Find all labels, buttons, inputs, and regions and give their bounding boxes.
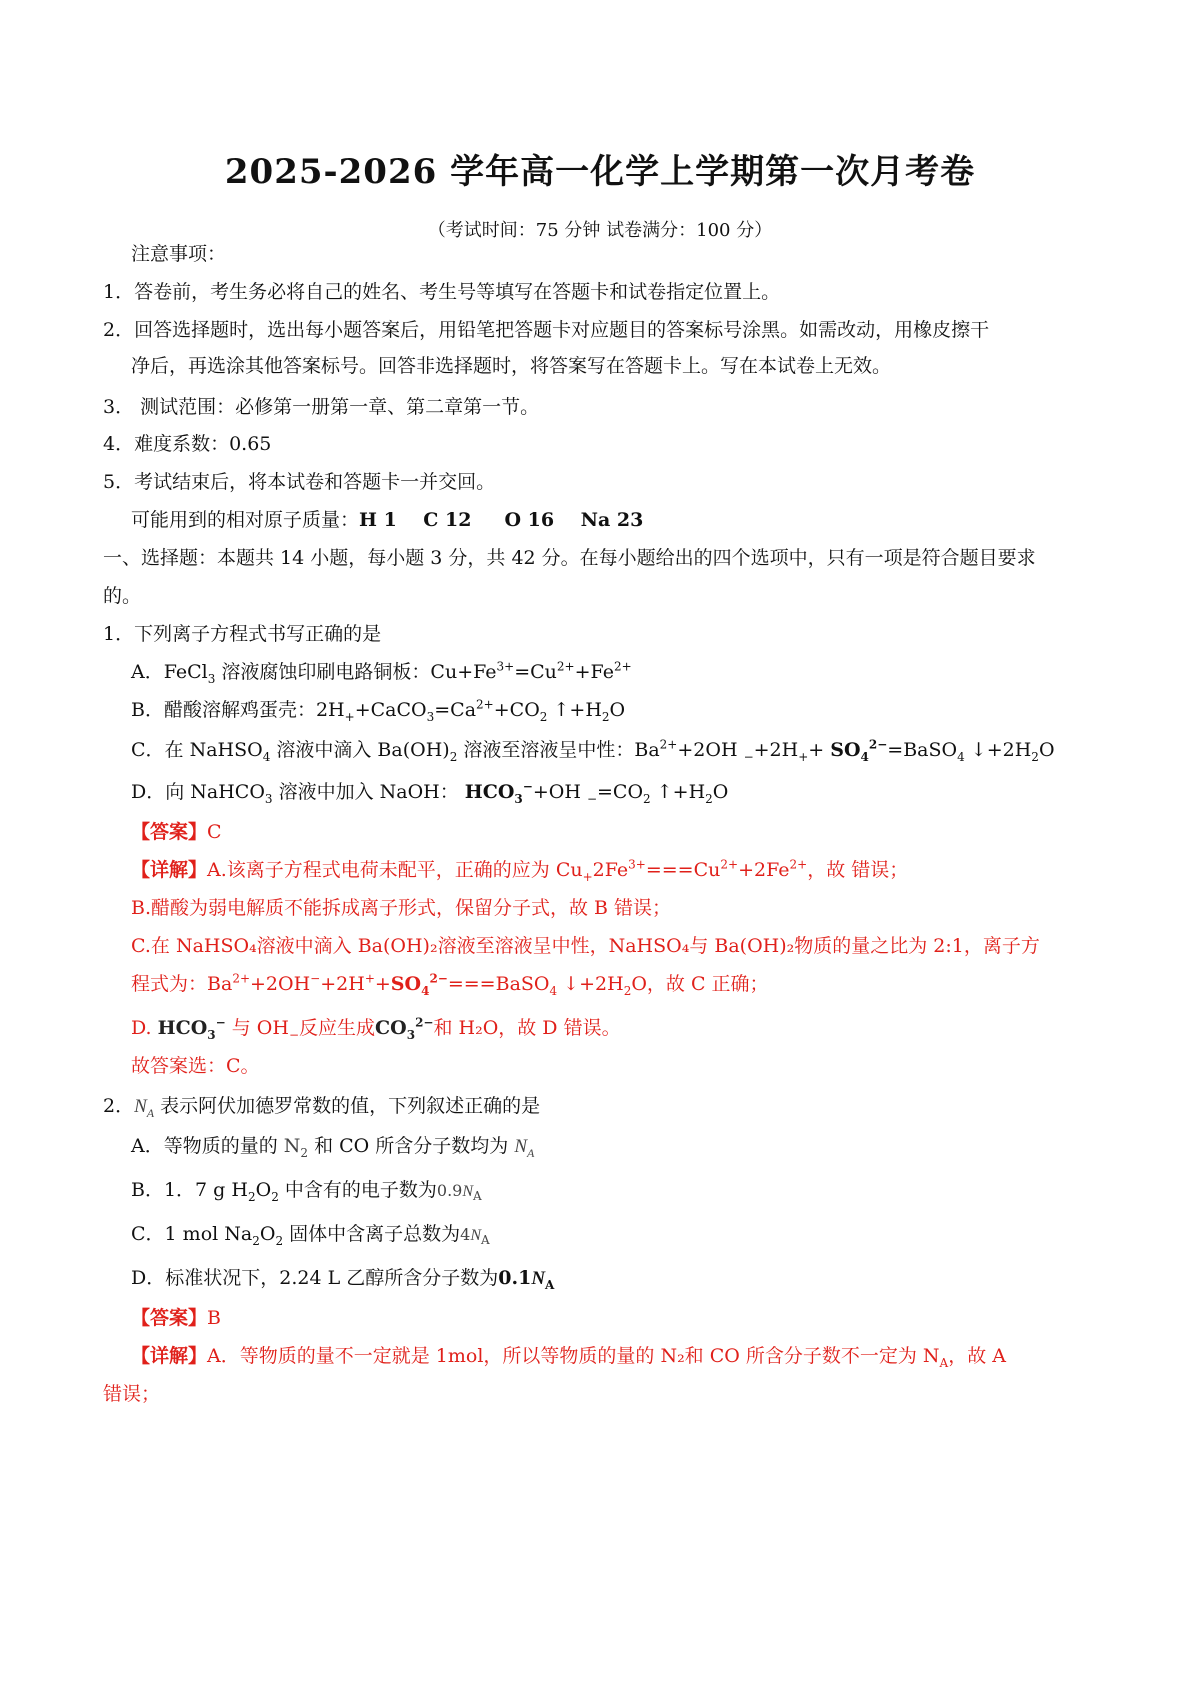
notice-item-4: 4．难度系数：0.65 (103, 433, 272, 455)
notice-item-1: 1．答卷前，考生务必将自己的姓名、考生号等填写在答题卡和试卷指定位置上。 (103, 281, 781, 303)
q2-option-d: D．标准状况下，2.24 L 乙醇所含分子数为$0.1N_A$ (131, 1267, 555, 1292)
q1-detail-c-cont: 程式为：$Ba^{2+}+2OH^-+2H^++SO_4^{2-}===BaSO_4$ $↓+2H_2O$，故 C 正确； (131, 971, 769, 998)
q1-stem: 1．下列离子方程式书写正确的是 (103, 623, 382, 645)
q1-option-c: C．在 NaHSO$_4$ 溶液中滴入 $Ba(OH)_2$ 溶液至溶液呈中性：$Ba^{2+}+2OH$ $_-+2H_++$ $SO_4^{2-}=BaSO_4$ $↓+2H_2O$ (131, 737, 1055, 764)
notice-item-2: 2．回答选择题时，选出每小题答案后，用铅笔把答题卡对应题目的答案标号涂黑。如需改动，用橡皮擦干 (103, 319, 990, 341)
q2-detail-a-cont: 错误； (103, 1383, 161, 1405)
q1-detail-a: 【详解】A.该离子方程式电荷未配平，正确的应为 $Cu_+2Fe^{3+}===Cu^{2+}+2Fe^{2+}$，故 错误； (131, 857, 909, 884)
q2-option-b: B．1．7 g $H_2O_2$ 中含有的电子数为$0.9N_A$ (131, 1179, 482, 1204)
exam-subtitle: （考试时间：75 分钟 试卷满分：100 分） (427, 220, 773, 241)
q1-option-b: B．醋酸溶解鸡蛋壳：$2H_++CaCO_3=Ca^{2+}+CO_2$ $↑+H_2O$ (131, 697, 626, 724)
atomic-masses: 可能用到的相对原子质量：H 1 C 12 O 16 Na 23 (131, 509, 644, 531)
exam-title: 2025-2026 学年高一化学上学期第一次月考卷 (224, 152, 976, 192)
section-1-header-cont: 的。 (103, 585, 142, 607)
q2-stem: 2．$N_A$ 表示阿伏加德罗常数的值，下列叙述正确的是 (103, 1095, 541, 1120)
q2-option-c: C．1 mol $Na_2O_2$ 固体中含离子总数为$4N_A$ (131, 1223, 490, 1248)
q1-detail-b: B.醋酸为弱电解质不能拆成离子形式，保留分子式，故 B 错误； (131, 897, 672, 919)
q2-answer: 【答案】B (131, 1307, 221, 1329)
q1-answer: 【答案】C (131, 821, 222, 843)
notice-item-5: 5．考试结束后，将本试卷和答题卡一并交回。 (103, 471, 496, 493)
notice-item-2-cont: 净后，再选涂其他答案标号。回答非选择题时，将答案写在答题卡上。写在本试卷上无效。 (131, 355, 892, 377)
notice-item-3: 3． 测试范围：必修第一册第一章、第二章第一节。 (103, 396, 540, 418)
q2-option-a: A．等物质的量的 $N_2$ 和 CO 所含分子数均为 $N_A$ (131, 1135, 535, 1160)
q2-detail-a: 【详解】A．等物质的量不一定就是 1mol，所以等物质的量的 N₂和 CO 所含分子数不一定为 $N_A$，故 A (131, 1345, 1006, 1370)
q1-option-d: D．向 NaHCO$_3$ 溶液中加入 NaOH： $HCO_3^-+OH$ $_-=CO_2$ $↑+H_2O$ (131, 779, 729, 806)
q1-conclusion: 故答案选：C。 (131, 1055, 260, 1077)
q1-detail-d: D. $HCO_3^-$ 与 $OH_-$反应生成$CO_3^{2-}$和 H₂O，故 D 错误。 (131, 1015, 621, 1042)
section-1-header: 一、选择题：本题共 14 小题，每小题 3 分，共 42 分。在每小题给出的四个选项中，只有一项是符合题目要求 (103, 547, 1036, 569)
q1-option-a: A．FeCl$_3$ 溶液腐蚀印刷电路铜板：$Cu+Fe^{3+}=Cu^{2+}+Fe^{2+}$ (131, 659, 632, 686)
q1-detail-c: C.在 NaHSO₄溶液中滴入 Ba(OH)₂溶液至溶液呈中性，NaHSO₄与 Ba(OH)₂物质的量之比为 2:1，离子方 (131, 935, 1040, 957)
notice-heading: 注意事项： (131, 243, 227, 265)
